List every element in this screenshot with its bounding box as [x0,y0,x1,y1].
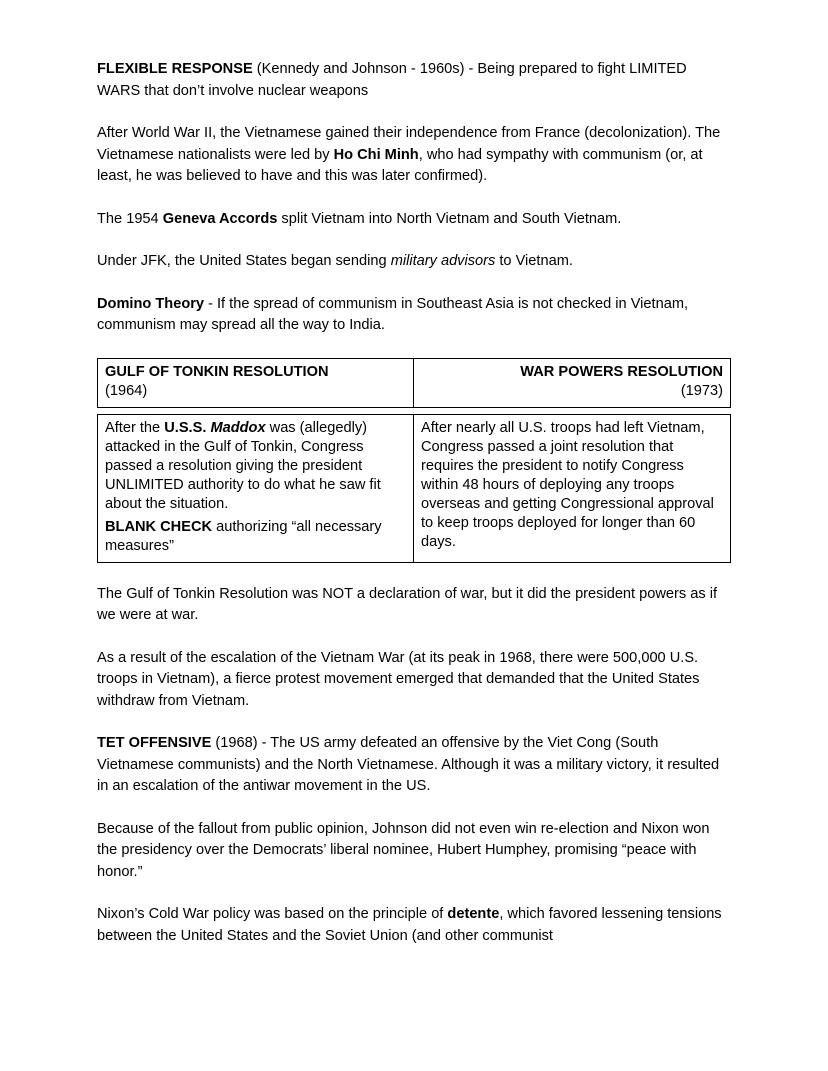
paragraph-tonkin-not-declaration: The Gulf of Tonkin Resolution was NOT a declaration of war, but it did the president powers as if we were at war. [97,585,718,623]
table-header-row [97,358,731,408]
paragraph-escalation-protest: As a result of the escalation of the Vietnam War (at its peak in 1968, there were 500,000 U.S. troops in Vietnam), a fierce protest movement emerged that demanded that the United States withdraw from Vietnam. [97,649,700,709]
paragraph-detente: Nixon’s Cold War policy was based on the principle of detente, which favored lessening tensions between the United States and the Soviet Union (and other communist [97,906,722,944]
blank-check-note: BLANK CHECK authorizing “all necessary measures” [105,518,382,554]
paragraph-geneva-accords: The 1954 Geneva Accords split Vietnam into North Vietnam and South Vietnam. [97,210,622,227]
paragraph-military-advisors: Under JFK, the United States began sending military advisors to Vietnam. [97,253,573,269]
paragraph-domino-theory: Domino Theory - If the spread of communism in Southeast Asia is not checked in Vietnam, communism may spread all the way to India. [97,295,689,333]
paragraph-vietnam-independence: After World War II, the Vietnamese gained their independence from France (decolonization). The Vietnamese nationalists were led by Ho Chi Minh, who had sympathy with communism (or, at least, he was believed to have and this was later confirmed). [97,125,721,184]
comparison-table [97,358,731,563]
table-body-row [97,414,731,563]
table-header-war-powers: WAR POWERS RESOLUTION (1973) [414,358,731,408]
tonkin-description: After the U.S.S. Maddox was (allegedly) attacked in the Gulf of Tonkin, Congress passed a resolution giving the president UNLIMITED authority to do what he saw fit about the situation. [105,419,381,512]
paragraph-nixon-election: Because of the fallout from public opinion, Johnson did not even win re-election and Nixon won the presidency over the Democrats’ liberal nominee, Hubert Humphey, promising “peace with honor.” [97,820,710,880]
table-header-gulf-of-tonkin: GULF OF TONKIN RESOLUTION (1964) [97,358,414,408]
table-cell-gulf-of-tonkin [97,414,414,563]
paragraph-flexible-response: FLEXIBLE RESPONSE (Kennedy and Johnson - 1960s) - Being prepared to fight LIMITED WARS that don’t involve nuclear weapons [97,61,687,99]
table-cell-war-powers: After nearly all U.S. troops had left Vietnam, Congress passed a joint resolution that requires the president to notify Congress within 48 hours of deploying any troops overseas and getting Congressional approval to keep troops deployed for longer than 60 days. [414,414,731,563]
paragraph-tet-offensive: TET OFFENSIVE (1968) - The US army defeated an offensive by the Viet Cong (South Vietnamese communists) and the North Vietnamese. Although it was a military victory, it resulted in an escalation of the antiwar movement in the US. [97,735,720,794]
